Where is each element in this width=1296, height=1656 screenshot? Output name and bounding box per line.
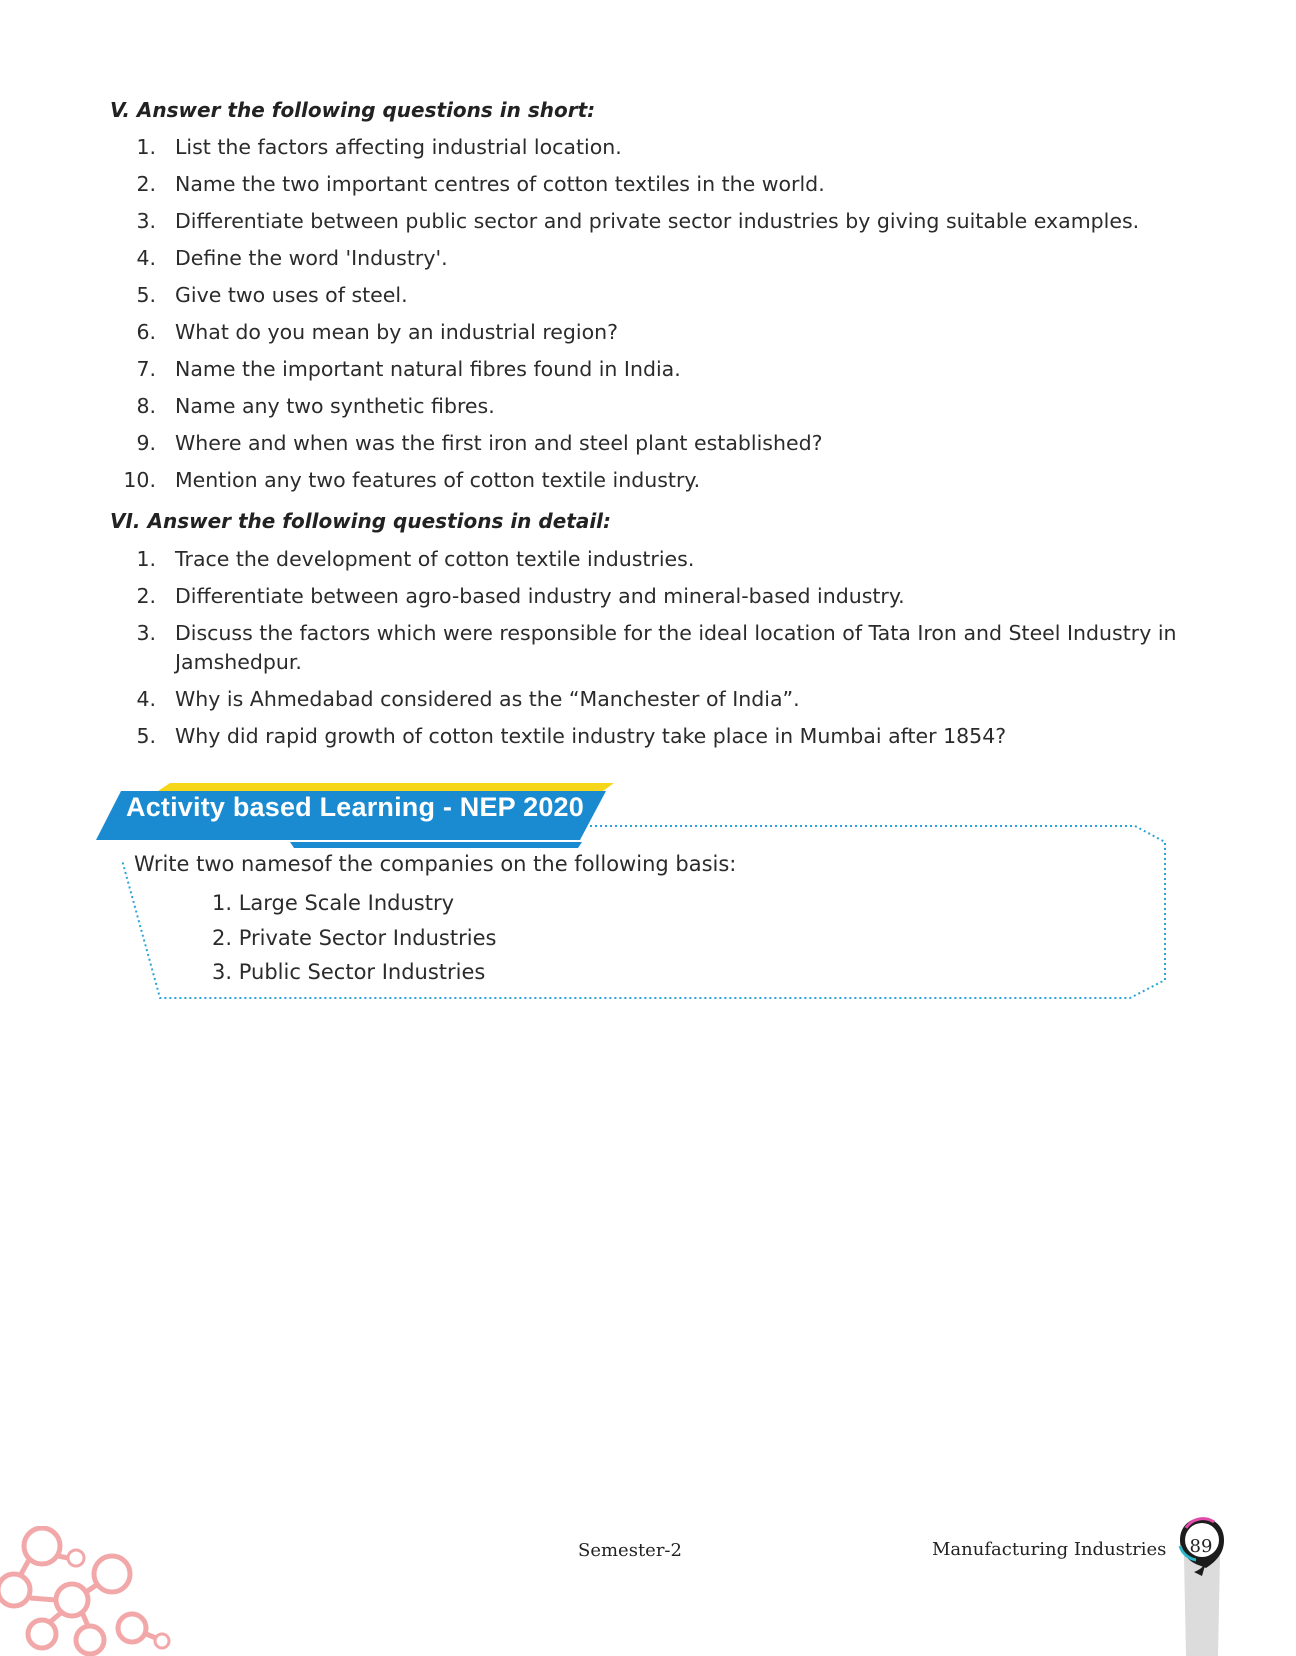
short-answer-list bbox=[110, 133, 1200, 503]
activity-intro: Write two namesof the companies on the following basis: bbox=[134, 852, 737, 876]
banner-yellow-stripe bbox=[158, 783, 614, 791]
list-item: 8. Name any two synthetic fibres. bbox=[136, 394, 495, 418]
list-item: 5. Why did rapid growth of cotton textile industry take place in Mumbai after 1854? bbox=[136, 724, 1007, 748]
list-item: 3. Public Sector Industries bbox=[212, 960, 486, 984]
activity-box bbox=[0, 780, 1296, 1010]
list-item: 9. Where and when was the first iron and steel plant established? bbox=[136, 431, 823, 455]
activity-list bbox=[212, 886, 496, 990]
list-item: 2. Private Sector Industries bbox=[212, 925, 497, 950]
list-item: 4. Define the word 'Industry'. bbox=[136, 246, 448, 270]
footer-chapter-title: Manufacturing Industries bbox=[932, 1539, 1167, 1560]
list-item: 6. What do you mean by an industrial region? bbox=[136, 320, 619, 344]
page-number: 89 bbox=[1189, 1536, 1213, 1557]
list-item: 4. Why is Ahmedabad considered as the “Manchester of India”. bbox=[136, 687, 800, 711]
list-item: 2. Name the two important centres of cotton textiles in the world. bbox=[136, 172, 825, 196]
list-item: 5. Give two uses of steel. bbox=[136, 283, 408, 307]
activity-title: Activity based Learning - NEP 2020 bbox=[126, 792, 584, 822]
list-item: 10. Mention any two features of cotton textile industry. bbox=[123, 468, 701, 492]
list-item: 1. Trace the development of cotton textile industries. bbox=[136, 547, 695, 571]
list-item: 2. Differentiate between agro-based industry and mineral-based industry. bbox=[136, 584, 905, 608]
section-v-heading: V. Answer the following questions in short: bbox=[110, 98, 596, 122]
detail-answer-list bbox=[110, 545, 1200, 759]
list-item: 3. Differentiate between public sector and private sector industries by giving suitable examples. bbox=[136, 209, 1140, 233]
list-item: 7. Name the important natural fibres found in India. bbox=[136, 357, 681, 381]
banner-lower-strip bbox=[290, 842, 582, 848]
list-item: 1. Large Scale Industry bbox=[212, 891, 455, 915]
footer-semester: Semester-2 bbox=[578, 1540, 682, 1561]
list-item: 1. List the factors affecting industrial location. bbox=[136, 135, 622, 159]
section-vi-heading: VI. Answer the following questions in detail: bbox=[110, 509, 612, 533]
list-item: 3. Discuss the factors which were responsible for the ideal location of Tata Iron and Steel Industry in Jamshedpur. bbox=[136, 621, 1177, 674]
bubble-decoration-icon bbox=[0, 1526, 180, 1656]
